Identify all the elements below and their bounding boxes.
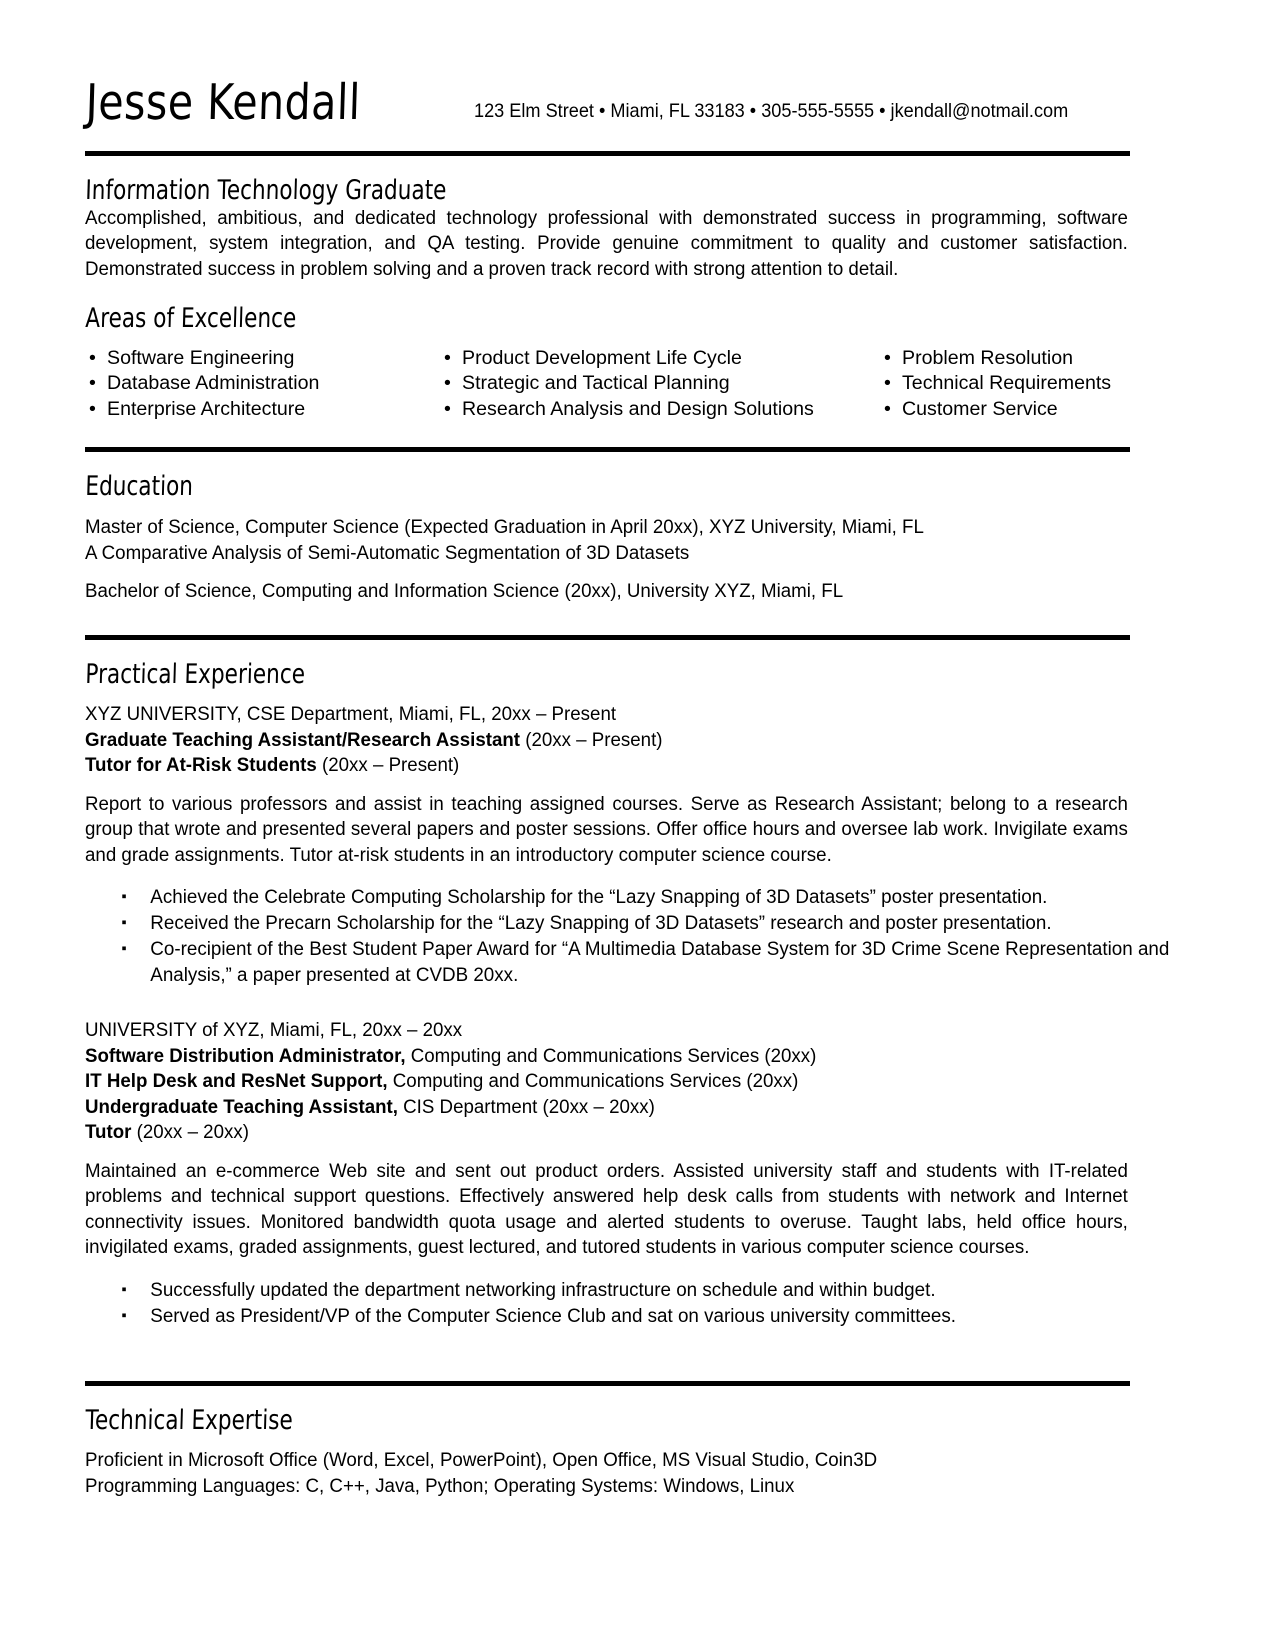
bullet-item	[85, 1303, 1194, 1329]
bullet-text: Served as President/VP of the Computer Science Club and sat on various university committees.	[150, 1304, 957, 1327]
section-heading-education: Education	[84, 471, 194, 503]
job-title-dates: (20xx – Present)	[520, 728, 663, 751]
job-title-bold: IT Help Desk and ResNet Support,	[85, 1070, 388, 1093]
spacer	[85, 1435, 1130, 1448]
skill-item: • Strategic and Tactical Planning	[440, 371, 880, 397]
education-entry-1-degree: Master of Science, Computer Science (Expected Graduation in April 20xx), XYZ University, Miami, FL	[85, 516, 924, 539]
spacer	[85, 779, 1130, 792]
section-heading-experience: Practical Experience	[84, 658, 306, 690]
bullet-text: Co-recipient of the Best Student Paper Award for “A Multimedia Database System for 3D Crime Scene Representation and Analysis,” a paper presented at CVDB 20xx.	[150, 938, 1170, 987]
square-bullet-icon: ▪	[121, 914, 127, 932]
section-heading-summary: Information Technology Graduate	[84, 175, 447, 206]
bullet-item	[85, 1277, 1194, 1303]
bullet-item	[85, 910, 1194, 936]
resume-content	[84, 74, 1170, 1499]
job-2-title-1	[85, 1044, 1128, 1070]
areas-column-1	[85, 346, 440, 423]
section-heading-areas: Areas of Excellence	[84, 303, 297, 335]
skill-item: • Software Engineering	[85, 346, 440, 372]
job-title-dates: (20xx – Present)	[316, 754, 460, 777]
skill-item: • Customer Service	[880, 397, 1130, 423]
candidate-name: Jesse Kendall	[84, 74, 362, 131]
job-1-description: Report to various professors and assist in teaching assigned courses. Serve as Research Assistant; belong to a research group that wrote and presented several papers and poster sessions. Offer office hours and oversee lab work. Invigilate exams and grade assignments. Tutor at-risk students in an introductory computer science course.	[85, 792, 1128, 866]
section-heading-technical: Technical Expertise	[84, 1404, 294, 1436]
job-title-dates: (20xx – 20xx)	[131, 1121, 249, 1144]
areas-column-2	[440, 346, 880, 423]
job-title-dates: Computing and Communications Services (20xx)	[387, 1070, 799, 1093]
job-2-employer: UNIVERSITY of XYZ, Miami, FL, 20xx – 20xx	[85, 1019, 463, 1042]
job-title-dates: Computing and Communications Services (20xx)	[405, 1044, 817, 1067]
square-bullet-icon: ▪	[121, 888, 127, 906]
job-2-bullets	[85, 1277, 1130, 1329]
spacer	[85, 689, 1130, 702]
spacer	[85, 988, 1130, 1018]
spacer	[85, 566, 1130, 579]
skill-item: • Enterprise Architecture	[85, 397, 440, 423]
job-title-bold: Tutor for At-Risk Students	[85, 754, 317, 777]
job-title-dates: CIS Department (20xx – 20xx)	[397, 1095, 655, 1118]
job-2-title-3	[85, 1095, 1128, 1121]
bullet-item	[85, 936, 1194, 988]
skill-item: • Product Development Life Cycle	[440, 346, 880, 372]
divider-header	[85, 151, 1130, 156]
job-1-title-2	[85, 753, 1128, 779]
job-title-bold: Software Distribution Administrator,	[85, 1044, 406, 1067]
education-entry-2-degree: Bachelor of Science, Computing and Information Science (20xx), University XYZ, Miami, FL	[85, 580, 844, 603]
job-title-bold: Tutor	[85, 1121, 132, 1144]
square-bullet-icon: ▪	[121, 1306, 127, 1324]
job-2-description: Maintained an e-commerce Web site and sent out product orders. Assisted university staff and students with IT-related problems and technical support questions. Effectively answered help desk calls from students with network and Internet connectivity issues. Monitored bandwidth quota usage and alerted students to overuse. Taught labs, held office hours, invigilated exams, graded assignments, guest lectured, and tutored students in various computer science courses.	[85, 1159, 1128, 1259]
education-entry-1-thesis: A Comparative Analysis of Semi-Automatic Segmentation of 3D Datasets	[85, 541, 690, 564]
bullet-text: Achieved the Celebrate Computing Scholarship for the “Lazy Snapping of 3D Datasets” poster presentation.	[150, 886, 1048, 909]
areas-columns	[85, 346, 1130, 423]
spacer	[85, 502, 1130, 515]
skill-item: • Technical Requirements	[880, 371, 1130, 397]
spacer	[85, 282, 1130, 304]
job-2-title-4	[85, 1120, 1128, 1146]
job-1-employer: XYZ UNIVERSITY, CSE Department, Miami, FL, 20xx – Present	[85, 703, 617, 726]
technical-line-1: Proficient in Microsoft Office (Word, Excel, PowerPoint), Open Office, MS Visual Studio, Coin3D	[85, 1449, 878, 1472]
skill-item: • Database Administration	[85, 371, 440, 397]
divider-education	[85, 447, 1130, 452]
spacer	[85, 1146, 1130, 1159]
bullet-item	[85, 884, 1194, 910]
job-title-bold: Graduate Teaching Assistant/Research Assistant	[85, 728, 521, 751]
job-1-bullets	[85, 884, 1170, 988]
contact-info: 123 Elm Street • Miami, FL 33183 • 305-555-5555 • jkendall@notmail.com	[474, 99, 1069, 122]
square-bullet-icon: ▪	[121, 940, 127, 958]
bullet-text: Successfully updated the department networking infrastructure on schedule and within budget.	[150, 1278, 936, 1301]
bullet-text: Received the Precarn Scholarship for the “Lazy Snapping of 3D Datasets” research and poster presentation.	[150, 912, 1052, 935]
square-bullet-icon: ▪	[121, 1280, 127, 1298]
divider-technical	[85, 1381, 1130, 1386]
areas-column-3	[880, 346, 1130, 423]
resume-header	[84, 74, 1130, 131]
divider-experience	[85, 635, 1130, 640]
job-2-title-2	[85, 1069, 1128, 1095]
job-title-bold: Undergraduate Teaching Assistant,	[85, 1095, 398, 1118]
skill-item: • Problem Resolution	[880, 346, 1130, 372]
summary-paragraph: Accomplished, ambitious, and dedicated technology professional with demonstrated success in programming, software development, system integration, and QA testing. Provide genuine commitment to quality and customer satisfaction. Demonstrated success in problem solving and a proven track record with strong attention to detail.	[85, 206, 1128, 280]
job-1-title-1	[85, 728, 1128, 754]
skill-item: • Research Analysis and Design Solutions	[440, 397, 880, 423]
technical-line-2: Programming Languages: C, C++, Java, Python; Operating Systems: Windows, Linux	[85, 1474, 795, 1497]
